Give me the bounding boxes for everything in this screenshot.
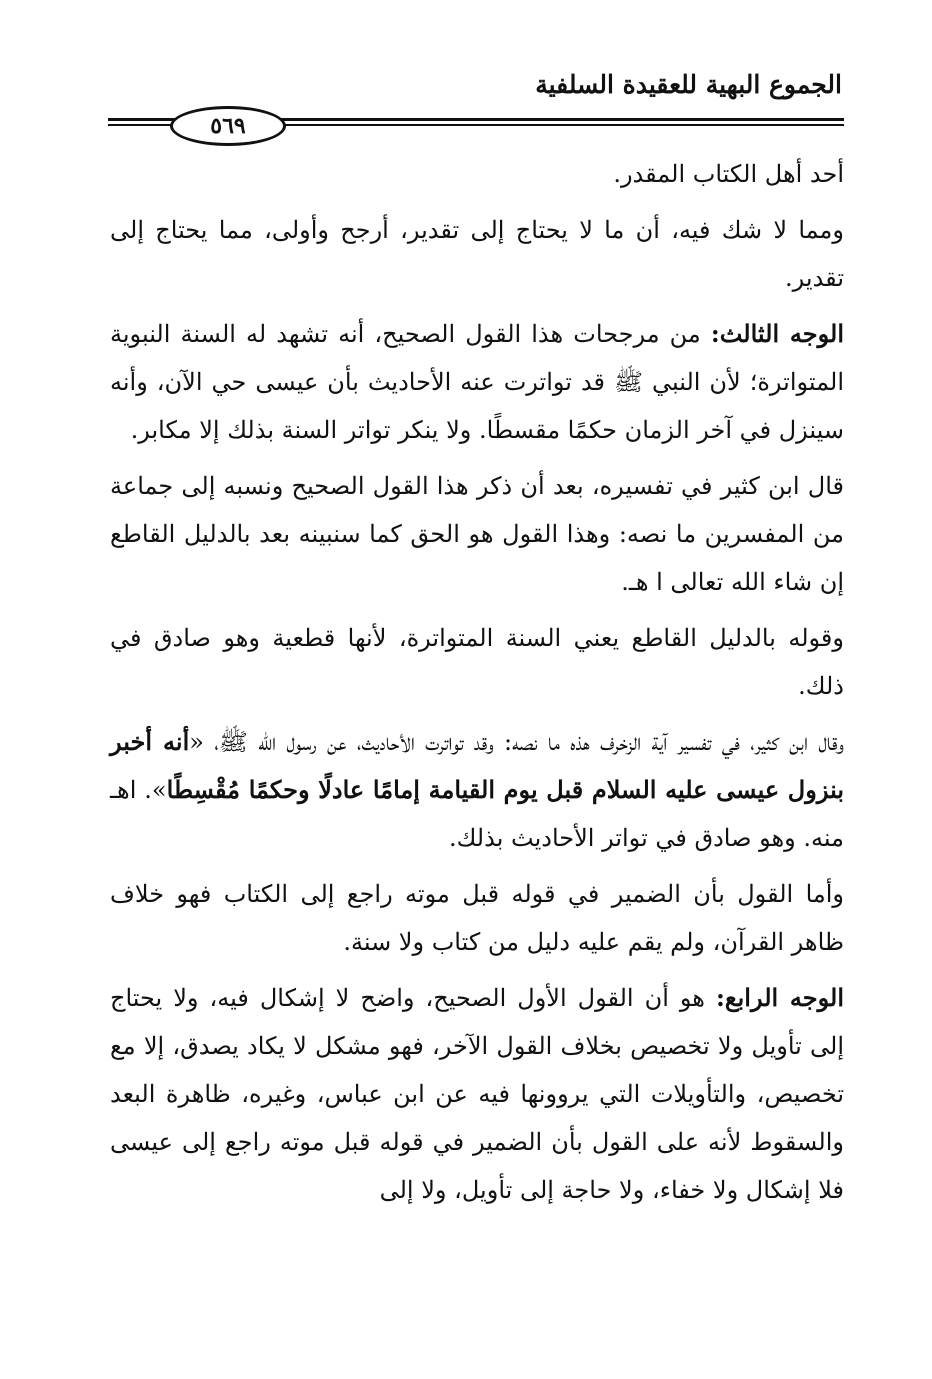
paragraph-4 bbox=[110, 462, 844, 606]
paragraph-text-tail: ». اهـ منه. وهو صادق في تواتر الأحاديث بذلك. bbox=[110, 776, 844, 852]
running-title: الجموع البهية للعقيدة السلفية bbox=[535, 70, 842, 99]
paragraph-text: قال ابن كثير في تفسيره، بعد أن ذكر هذا القول الصحيح ونسبه إلى جماعة من المفسرين ما نصه: وهذا القول هو الحق كما سنبينه بعد بالدليل القاطع إن شاء الله تعالى ا هـ. bbox=[110, 472, 844, 596]
hadith-quote: أنه أخبر بنزول عيسى عليه السلام قبل يوم القيامة إمامًا عادلًا وحكمًا مُقْسِطًا bbox=[110, 727, 845, 804]
section-heading: الوجه الثالث: bbox=[710, 319, 844, 348]
page-number: ٥٦٩ bbox=[170, 106, 286, 146]
paragraph-3 bbox=[110, 310, 844, 454]
paragraph-6 bbox=[110, 718, 844, 862]
paragraph-text: من مرجحات هذا القول الصحيح، أنه تشهد له السنة النبوية المتواترة؛ لأن النبي ﷺ قد تواترت عنه الأحاديث بأن عيسى حي الآن، وأنه سينزل في آخر الزمان حكمًا مقسطًا. ولا ينكر تواتر السنة بذلك إلا مكابر. bbox=[110, 320, 844, 444]
paragraph-text: ومما لا شك فيه، أن ما لا يحتاج إلى تقدير، أرجح وأولى، مما يحتاج إلى تقدير. bbox=[110, 216, 844, 292]
paragraph-text: أحد أهل الكتاب المقدر. bbox=[613, 160, 844, 188]
paragraph-1 bbox=[110, 150, 844, 198]
body-text bbox=[110, 150, 844, 1222]
paragraph-text: وقال ابن كثير، في تفسير آية الزخرف هذه ما نصه: وقد تواترت الأحاديث، عن رسول الله ﷺ، « bbox=[189, 728, 844, 756]
paragraph-8 bbox=[110, 974, 844, 1214]
paragraph-text: وأما القول بأن الضمير في قوله قبل موته راجع إلى الكتاب فهو خلاف ظاهر القرآن، ولم يقم عليه دليل من كتاب ولا سنة. bbox=[110, 880, 844, 956]
paragraph-2 bbox=[110, 206, 844, 302]
paragraph-7 bbox=[110, 870, 844, 966]
section-heading: الوجه الرابع: bbox=[715, 983, 845, 1012]
paragraph-text: هو أن القول الأول الصحيح، واضح لا إشكال فيه، ولا يحتاج إلى تأويل ولا تخصيص بخلاف القول الآخر، فهو مشكل لا يكاد يصدق، إلا مع تخصيص، والتأويلات التي يروونها فيه عن ابن عباس، وغيره، ظاهرة البعد والسقوط لأنه على القول بأن الضمير في قوله قبل موته راجع إلى عيسى فلا إشكال ولا خفاء، ولا حاجة إلى تأويل، ولا إلى bbox=[110, 984, 844, 1204]
paragraph-5 bbox=[110, 614, 844, 710]
paragraph-text: وقوله بالدليل القاطع يعني السنة المتواترة، لأنها قطعية وهو صادق في ذلك. bbox=[110, 624, 844, 700]
